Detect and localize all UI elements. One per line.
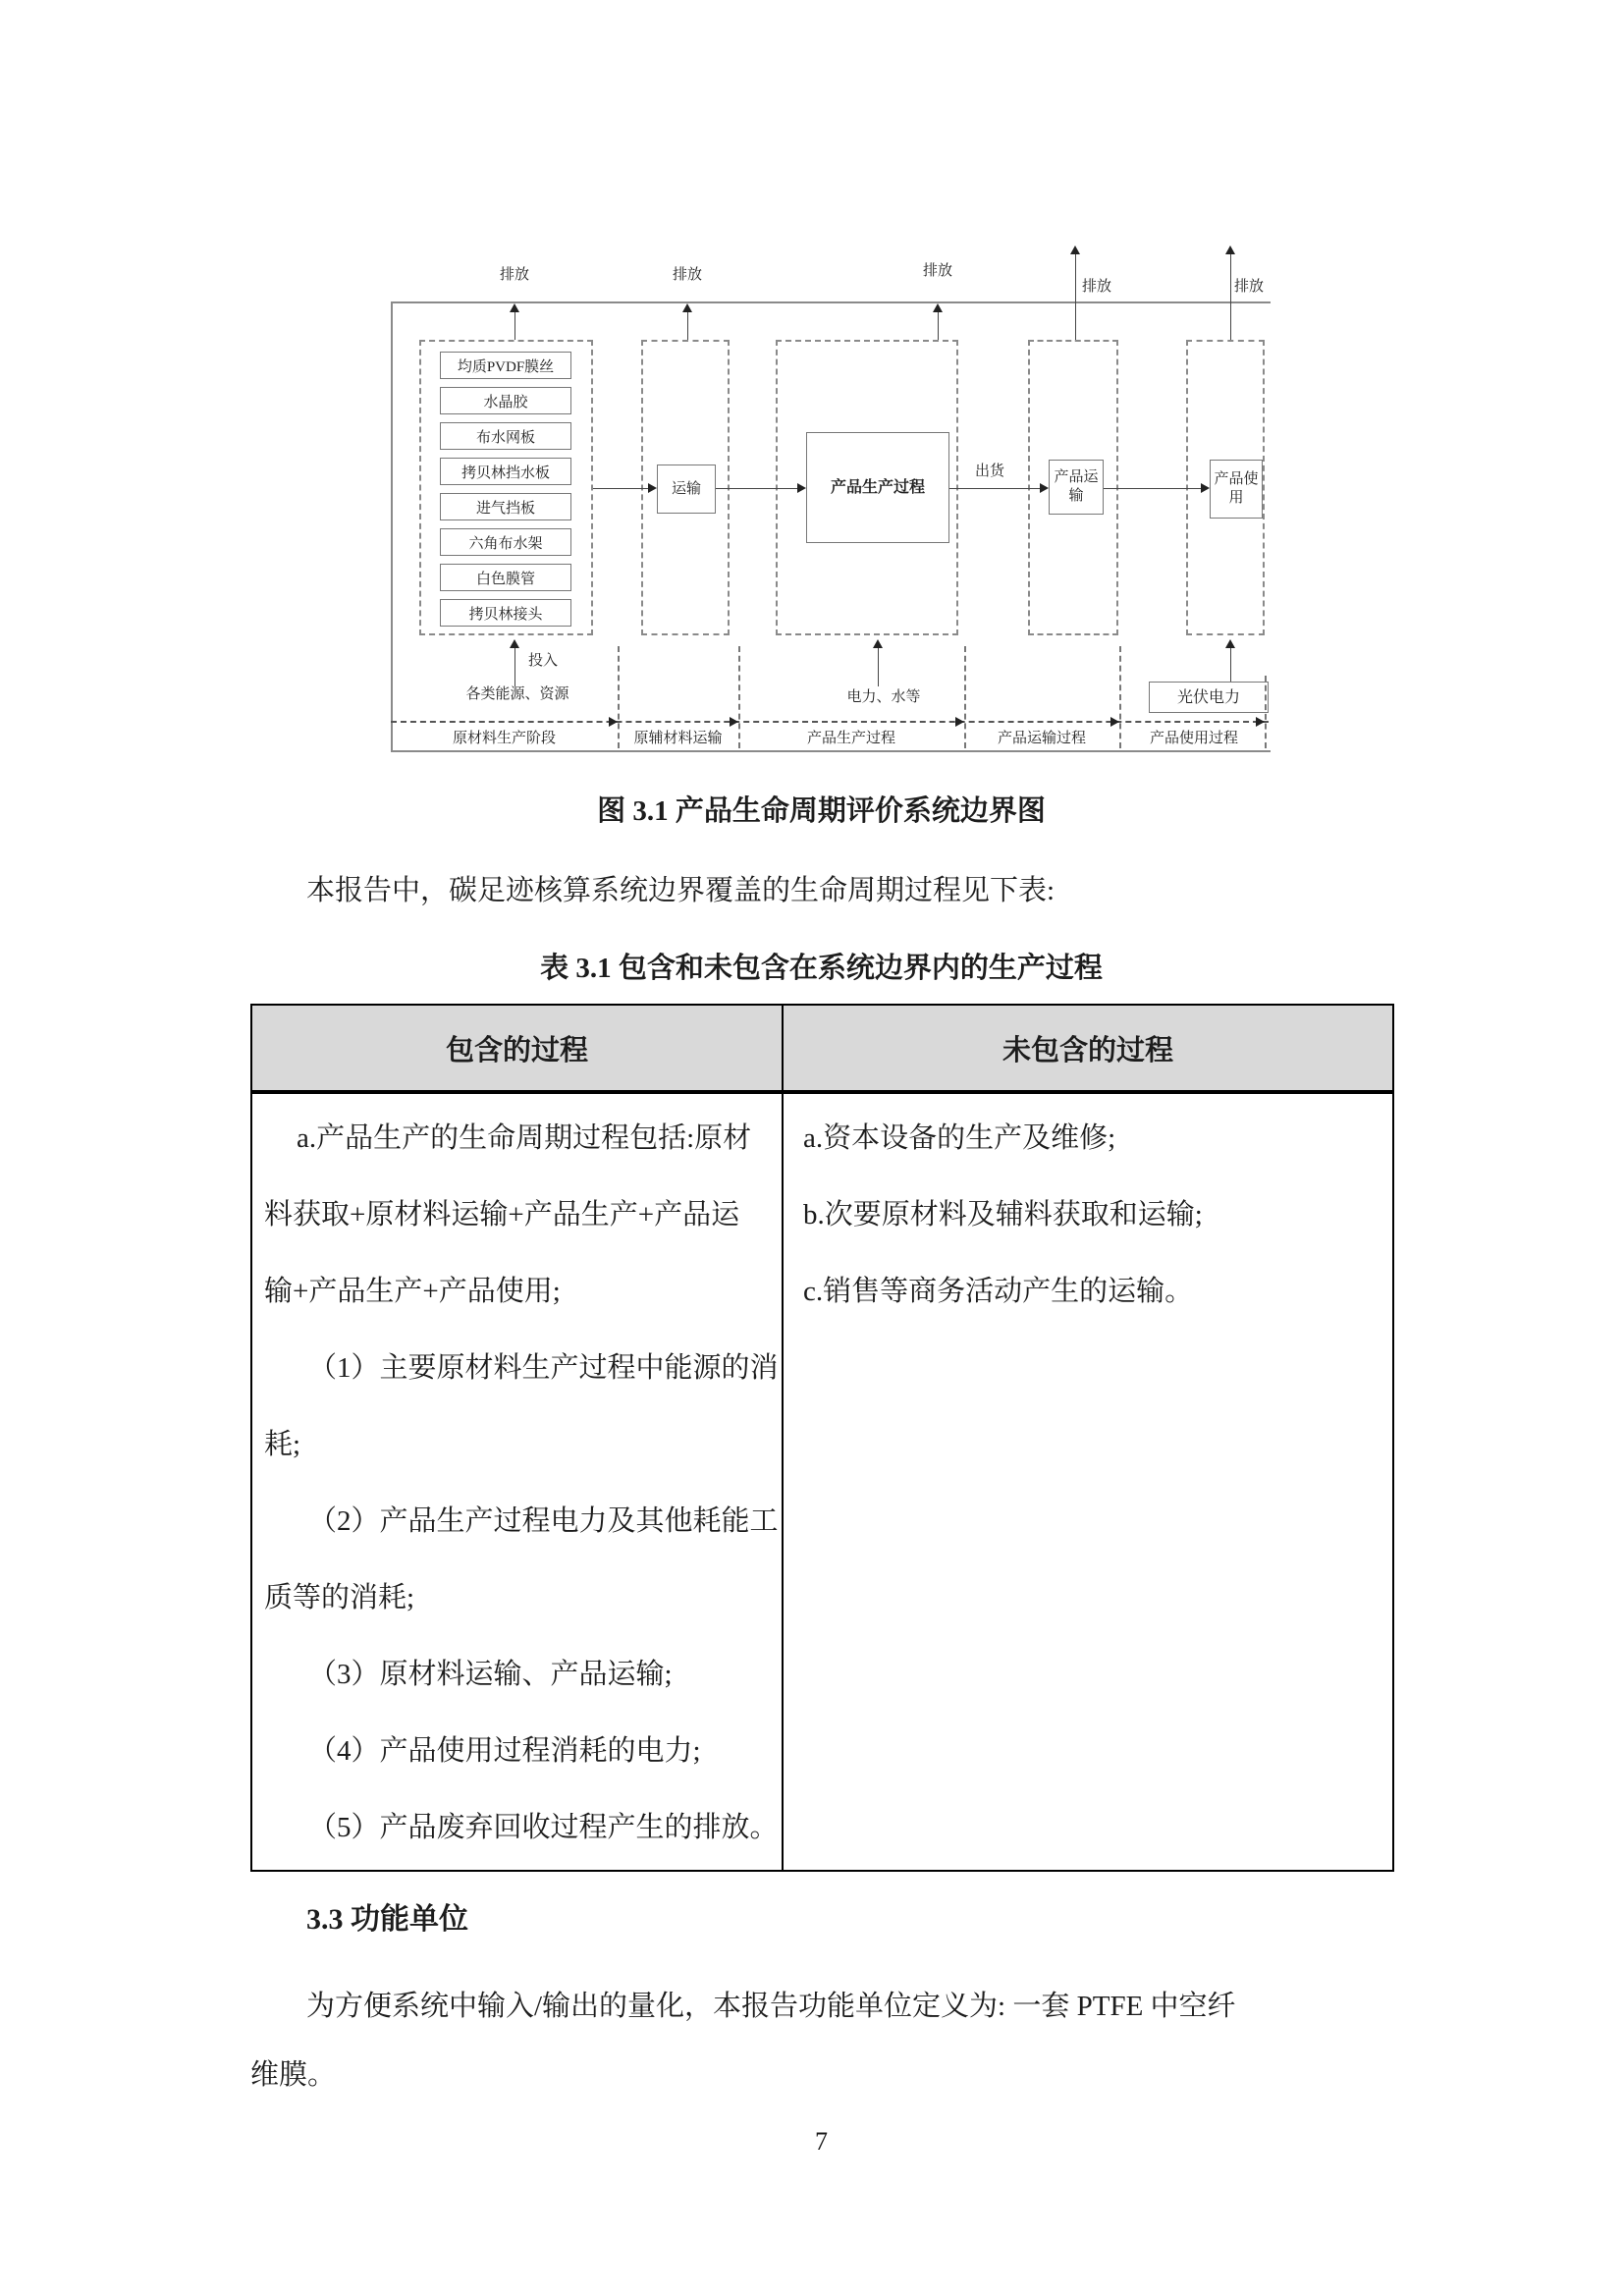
included-line: （2）产品生产过程电力及其他耗能工: [308, 1505, 779, 1537]
arrowhead-up-icon: [1070, 246, 1080, 254]
arrowhead-up-icon: [933, 303, 943, 312]
emission-label: 排放: [1233, 279, 1264, 295]
material-item: 六角布水架: [440, 528, 571, 556]
emission-label: 排放: [1081, 279, 1111, 295]
stage-label-raw-material: 原材料生产阶段: [452, 731, 556, 746]
arrowhead-right-icon: [609, 717, 618, 727]
emission-line: [687, 311, 688, 340]
arrowhead-right-icon: [730, 717, 738, 727]
arrowhead-up-icon: [1225, 639, 1235, 648]
included-line: （3）原材料运输、产品运输;: [308, 1659, 673, 1690]
included-cell: [251, 1092, 783, 1871]
header-excluded: 未包含的过程: [783, 1005, 1393, 1092]
system-boundary-diagram: [0, 0, 1624, 786]
stage-axis: [391, 721, 1269, 723]
pv-power-node: 光伏电力: [1149, 682, 1269, 713]
arrowhead-right-icon: [1201, 483, 1210, 493]
included-line: 料获取+原材料运输+产品生产+产品运: [264, 1199, 740, 1230]
emission-label: 排放: [499, 267, 529, 283]
table-header-row: [251, 1005, 1393, 1092]
excluded-line: c.销售等商务活动产生的运输。: [803, 1276, 1194, 1307]
stage-label-production: 产品生产过程: [806, 731, 895, 746]
table-caption: 表 3.1 包含和未包含在系统边界内的生产过程: [540, 953, 1103, 984]
raw-material-list: [440, 352, 571, 627]
header-included: 包含的过程: [251, 1005, 783, 1092]
material-item: 布水网板: [440, 422, 571, 450]
arrowhead-right-icon: [648, 483, 657, 493]
page-number: 7: [815, 2127, 828, 2156]
included-line: a.产品生产的生命周期过程包括:原材: [297, 1122, 752, 1154]
material-item: 拷贝林接头: [440, 599, 571, 627]
arrowhead-up-icon: [510, 639, 519, 648]
flow-line: [949, 488, 1040, 489]
arrowhead-up-icon: [682, 303, 692, 312]
arrowhead-up-icon: [1225, 246, 1235, 254]
emission-label: 排放: [922, 263, 952, 279]
arrowhead-right-icon: [1110, 717, 1119, 727]
material-item: 拷贝林挡水板: [440, 458, 571, 485]
included-line: （5）产品废弃回收过程产生的排放。: [308, 1812, 779, 1843]
stage-label-product-transport: 产品运输过程: [997, 731, 1086, 746]
included-line: （4）产品使用过程消耗的电力;: [308, 1735, 701, 1767]
arrowhead-right-icon: [1040, 483, 1049, 493]
material-item: 水晶胶: [440, 387, 571, 414]
table-body-row: [251, 1092, 1393, 1871]
excluded-cell: [783, 1092, 1393, 1871]
emission-line: [1230, 253, 1231, 340]
input-label: 投入: [528, 653, 559, 669]
material-item: 进气挡板: [440, 493, 571, 520]
body-paragraph: 本报告中，碳足迹核算系统边界覆盖的生命周期过程见下表:: [306, 875, 1056, 906]
included-line: 耗;: [264, 1429, 301, 1460]
utility-label: 电力、水等: [846, 689, 921, 705]
figure-caption: 图 3.1 产品生命周期评价系统边界图: [597, 795, 1046, 827]
stage-label-product-use: 产品使用过程: [1149, 731, 1238, 746]
stage-label-material-transport: 原辅材料运输: [633, 731, 723, 746]
arrowhead-right-icon: [955, 717, 964, 727]
emission-line: [1075, 253, 1076, 340]
emission-label: 排放: [672, 267, 702, 283]
utility-line: [878, 647, 879, 686]
production-node: 产品生产过程: [806, 432, 949, 543]
included-line: 质等的消耗;: [264, 1582, 415, 1613]
input-line: [514, 647, 515, 686]
excluded-line: a.资本设备的生产及维修;: [803, 1122, 1116, 1154]
material-item: 均质PVDF膜丝: [440, 352, 571, 379]
flow-line: [593, 488, 649, 489]
flow-line: [716, 488, 797, 489]
emission-line: [514, 311, 515, 340]
transport-node: 运输: [657, 465, 716, 514]
included-line: （1）主要原材料生产过程中能源的消: [308, 1352, 779, 1384]
section-heading: 3.3 功能单位: [306, 1903, 468, 1936]
excluded-line: b.次要原材料及辅料获取和运输;: [803, 1199, 1203, 1230]
product-use-node: 产品使用: [1210, 460, 1263, 519]
boundary-table: [250, 1004, 1394, 1872]
section-paragraph-line: 为方便系统中输入/输出的量化，本报告功能单位定义为: 一套 PTFE 中空纤: [306, 1991, 1236, 2022]
arrowhead-up-icon: [873, 639, 883, 648]
flow-line: [1104, 488, 1201, 489]
section-paragraph-line: 维膜。: [250, 2059, 337, 2091]
included-line: 输+产品生产+产品使用;: [264, 1276, 561, 1307]
arrowhead-right-icon: [797, 483, 806, 493]
arrowhead-right-icon: [1256, 717, 1265, 727]
product-transport-node: 产品运输: [1049, 460, 1104, 515]
pv-line: [1230, 647, 1231, 682]
energy-resource-label: 各类能源、资源: [465, 686, 569, 702]
emission-line: [938, 311, 939, 340]
arrowhead-up-icon: [510, 303, 519, 312]
shipping-label: 出货: [974, 464, 1004, 479]
material-item: 白色膜管: [440, 564, 571, 591]
